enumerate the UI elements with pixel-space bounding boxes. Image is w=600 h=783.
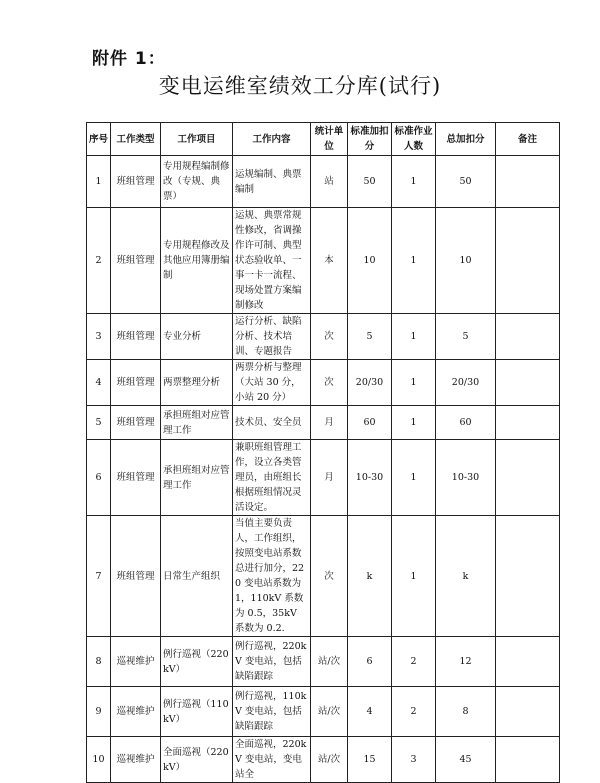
cell-total: 45 — [436, 737, 496, 783]
cell-content: 例行巡视，110kV 变电站，包括缺陷跟踪 — [233, 687, 311, 737]
cell-persons: 2 — [392, 637, 436, 687]
cell-type: 班组管理 — [111, 440, 161, 516]
cell-type: 班组管理 — [111, 406, 161, 440]
table-row — [87, 637, 560, 687]
cell-type: 班组管理 — [111, 516, 161, 637]
cell-unit: 站/次 — [311, 737, 348, 783]
cell-type: 巡视维护 — [111, 737, 161, 783]
cell-content: 运行分析、缺陷分析、技术培训、专题报告 — [233, 314, 311, 360]
cell-unit: 站/次 — [311, 637, 348, 687]
table-body — [87, 156, 560, 783]
cell-total: 50 — [436, 156, 496, 208]
table-row — [87, 737, 560, 783]
cell-no: 3 — [87, 314, 111, 360]
table-header-row — [87, 123, 560, 156]
col-header-note: 备注 — [496, 123, 560, 156]
cell-type: 班组管理 — [111, 156, 161, 208]
cell-unit: 站/次 — [311, 687, 348, 737]
table-row — [87, 208, 560, 314]
attachment-label: 附件 1： — [92, 49, 166, 69]
cell-total: k — [436, 516, 496, 637]
cell-persons: 1 — [392, 440, 436, 516]
table-row — [87, 516, 560, 637]
cell-no: 9 — [87, 687, 111, 737]
col-header-no: 序号 — [87, 123, 111, 156]
cell-no: 2 — [87, 208, 111, 314]
cell-std-score: 6 — [348, 637, 392, 687]
cell-std-score: 20/30 — [348, 360, 392, 406]
table-row — [87, 406, 560, 440]
cell-no: 10 — [87, 737, 111, 783]
cell-content: 运规编制、典票编制 — [233, 156, 311, 208]
cell-no: 1 — [87, 156, 111, 208]
cell-note — [496, 737, 560, 783]
cell-persons: 1 — [392, 156, 436, 208]
cell-persons: 1 — [392, 314, 436, 360]
cell-note — [496, 314, 560, 360]
cell-total: 12 — [436, 637, 496, 687]
cell-total: 10 — [436, 208, 496, 314]
col-header-total: 总加扣分 — [436, 123, 496, 156]
cell-unit: 月 — [311, 406, 348, 440]
cell-note — [496, 637, 560, 687]
cell-type: 巡视维护 — [111, 687, 161, 737]
cell-content: 当值主要负责人，工作组织，按照变电站系数总进行加分，220 变电站系数为 1，110kV 系数为 0.5，35kV 系数为 0.2. — [233, 516, 311, 637]
table-row — [87, 440, 560, 516]
cell-type: 班组管理 — [111, 360, 161, 406]
cell-no: 4 — [87, 360, 111, 406]
col-header-persons: 标准作业人数 — [392, 123, 436, 156]
cell-std-score: 10 — [348, 208, 392, 314]
cell-note — [496, 440, 560, 516]
cell-std-score: 4 — [348, 687, 392, 737]
cell-content: 全面巡视，220kV 变电站，变电站全 — [233, 737, 311, 783]
cell-note — [496, 156, 560, 208]
cell-unit: 本 — [311, 208, 348, 314]
cell-item: 专用规程修改及其他应用簿册编制 — [161, 208, 233, 314]
cell-item: 专用规程编制修改（专规、典票） — [161, 156, 233, 208]
cell-note — [496, 687, 560, 737]
cell-item: 专业分析 — [161, 314, 233, 360]
cell-content: 例行巡视，220kV 变电站，包括缺陷跟踪 — [233, 637, 311, 687]
cell-std-score: k — [348, 516, 392, 637]
cell-content: 两票分析与整理（大站 30 分，小站 20 分） — [233, 360, 311, 406]
col-header-std-score: 标准加扣分 — [348, 123, 392, 156]
col-header-unit: 统计单位 — [311, 123, 348, 156]
cell-persons: 1 — [392, 360, 436, 406]
cell-note — [496, 208, 560, 314]
cell-unit: 次 — [311, 314, 348, 360]
cell-persons: 1 — [392, 208, 436, 314]
cell-content: 运规、典票常规性修改，省调操作许可制、典型状态验收单、一事一卡一流程、现场处置方案编制修改 — [233, 208, 311, 314]
cell-item: 全面巡视（220kV） — [161, 737, 233, 783]
cell-persons: 1 — [392, 516, 436, 637]
cell-std-score: 5 — [348, 314, 392, 360]
cell-item: 两票整理分析 — [161, 360, 233, 406]
cell-no: 6 — [87, 440, 111, 516]
cell-no: 5 — [87, 406, 111, 440]
cell-std-score: 60 — [348, 406, 392, 440]
cell-unit: 次 — [311, 360, 348, 406]
table-row — [87, 156, 560, 208]
cell-item: 承担班组对应管理工作 — [161, 406, 233, 440]
document-title: 变电运维室绩效工分库(试行) — [158, 74, 442, 98]
cell-total: 10-30 — [436, 440, 496, 516]
col-header-item: 工作项目 — [161, 123, 233, 156]
col-header-type: 工作类型 — [111, 123, 161, 156]
cell-persons: 2 — [392, 687, 436, 737]
cell-item: 例行巡视（110kV） — [161, 687, 233, 737]
cell-persons: 3 — [392, 737, 436, 783]
cell-total: 5 — [436, 314, 496, 360]
cell-unit: 次 — [311, 516, 348, 637]
cell-unit: 月 — [311, 440, 348, 516]
cell-note — [496, 516, 560, 637]
cell-note — [496, 406, 560, 440]
cell-no: 7 — [87, 516, 111, 637]
table-row — [87, 687, 560, 737]
cell-total: 8 — [436, 687, 496, 737]
cell-std-score: 10-30 — [348, 440, 392, 516]
cell-unit: 站 — [311, 156, 348, 208]
cell-total: 60 — [436, 406, 496, 440]
table-row — [87, 360, 560, 406]
cell-std-score: 15 — [348, 737, 392, 783]
cell-type: 巡视维护 — [111, 637, 161, 687]
cell-no: 8 — [87, 637, 111, 687]
cell-type: 班组管理 — [111, 208, 161, 314]
cell-item: 日常生产组织 — [161, 516, 233, 637]
table-row — [87, 314, 560, 360]
cell-item: 例行巡视（220kV） — [161, 637, 233, 687]
cell-item: 承担班组对应管理工作 — [161, 440, 233, 516]
cell-content: 技术员、安全员 — [233, 406, 311, 440]
col-header-content: 工作内容 — [233, 123, 311, 156]
cell-std-score: 50 — [348, 156, 392, 208]
cell-content: 兼职班组管理工作，设立各类管理员，由班组长根据班组情况灵活设定。 — [233, 440, 311, 516]
cell-total: 20/30 — [436, 360, 496, 406]
cell-type: 班组管理 — [111, 314, 161, 360]
score-table — [86, 122, 560, 783]
cell-persons: 1 — [392, 406, 436, 440]
cell-note — [496, 360, 560, 406]
